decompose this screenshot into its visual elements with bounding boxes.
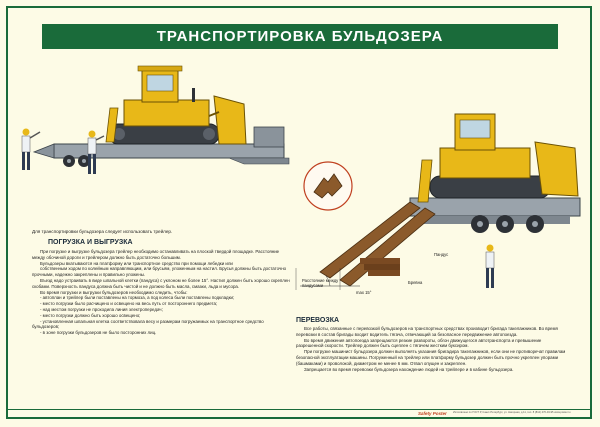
paragraph: Запрещается во время перевозки бульдозера нахождение людей на трейлере и в кабине бульдозера. [304, 366, 514, 372]
loading-heading: ПОГРУЗКА И ВЫГРУЗКА [48, 239, 133, 246]
paragraph: Во время движения автопоезда запрещаются резкие развороты, обгон движущегося автотранспорта и превышение разрешенной скорости. Трейлер должен быть сцеплен с тягачем жестким буксиром. [296, 337, 542, 349]
transport-body [296, 326, 566, 372]
paragraph: Въезд надо устраивать в виде шпальной клетки (пандуса) с уклоном не более 15°. Настил должен быть хорошо скреплен скобами. Поверхность пандуса должна быть чистой и не должно быть масла, смазки, льда и мусора. [32, 277, 290, 289]
paragraph: При погрузке и выгрузке бульдозера трейлер необходимо останавливать на плоской твердой площадке. Расстояние между обочиной дороги и трейлером должно быть достаточно большим. [32, 249, 280, 260]
brand-logo: Safety Poster [418, 411, 447, 416]
poster-title: ТРАНСПОРТИРОВКА БУЛЬДОЗЕРА [42, 24, 558, 49]
paragraph: Бульдозеры вкатываются на платформу или транспортное средство при помощи лебедки или [40, 260, 233, 266]
paragraph: - место погрузки должно быть хорошо освещено; [40, 312, 141, 318]
paragraph: - над местом погрузки не проходила линия электропередач; [40, 306, 163, 312]
worker-figure [486, 245, 494, 289]
worker-figure [22, 129, 40, 171]
paragraph: При погрузке машинист бульдозера должен выполнять указания бригадира такелажников, если они не противоречат правилам безопасной эксплуатации машины. Погруженный на трейлер или платформу бульдозер должен быть прочно укреплен упорами (башмаками) и проволокой, диаметром не менее 6 мм. Отвал опущен и закреплен. [296, 349, 566, 366]
paragraph: - в зоне погрузки бульдозеров не было посторонних лиц. [40, 330, 157, 336]
paragraph: - автоплан и трейлер были поставлены на тормоза, а под колеса были поставлены подкладки; [40, 295, 235, 301]
transport-heading: ПЕРЕВОЗКА [296, 317, 340, 324]
intro-text: Для транспортировки бульдозера следует использовать трейлер. [32, 229, 173, 234]
trailer-loading-illustration [14, 52, 294, 192]
paragraph: - место погрузки было расчищено и освещено на весь путь от постороннего предмета; [40, 301, 218, 307]
distance-label: Расстояние между пандусами [302, 278, 339, 288]
angle-label: max 15° [356, 290, 372, 295]
paragraph: собственным ходом по колейным направляющим, или брусьям, уложенным на настил. Брусья должны быть достаточно прочными, надежно закреплены и правильно уложены. [32, 266, 287, 278]
paragraph: Во время погрузки и выгрузки бульдозеров необходимо следить, чтобы: [40, 289, 188, 295]
ramp-label: Пандус [434, 252, 449, 257]
paragraph: Все работы, связанные с перевозкой бульдозеров на транспортных средствах производит бригада такелажников. Во время перевозки в состав бригады входит водитель тягача, отвечающий за безопасное передвижение автопоезда. [296, 326, 558, 337]
sleepers-label: Бревна [408, 280, 423, 285]
footer-divider [8, 409, 592, 410]
ramp-detail-circle [302, 160, 354, 212]
loading-body [32, 249, 292, 336]
publisher-note: Изготовлено по ГОСТ Р, Санкт-Петербург, ул. Нагорная, д.11, тел. 8 (812) 470-04-95 www.poster.ru [453, 411, 571, 414]
paragraph: - установленная шпальная клетка соответствовала весу и размерам погружаемых на транспортное средство бульдозеров; [32, 318, 264, 330]
